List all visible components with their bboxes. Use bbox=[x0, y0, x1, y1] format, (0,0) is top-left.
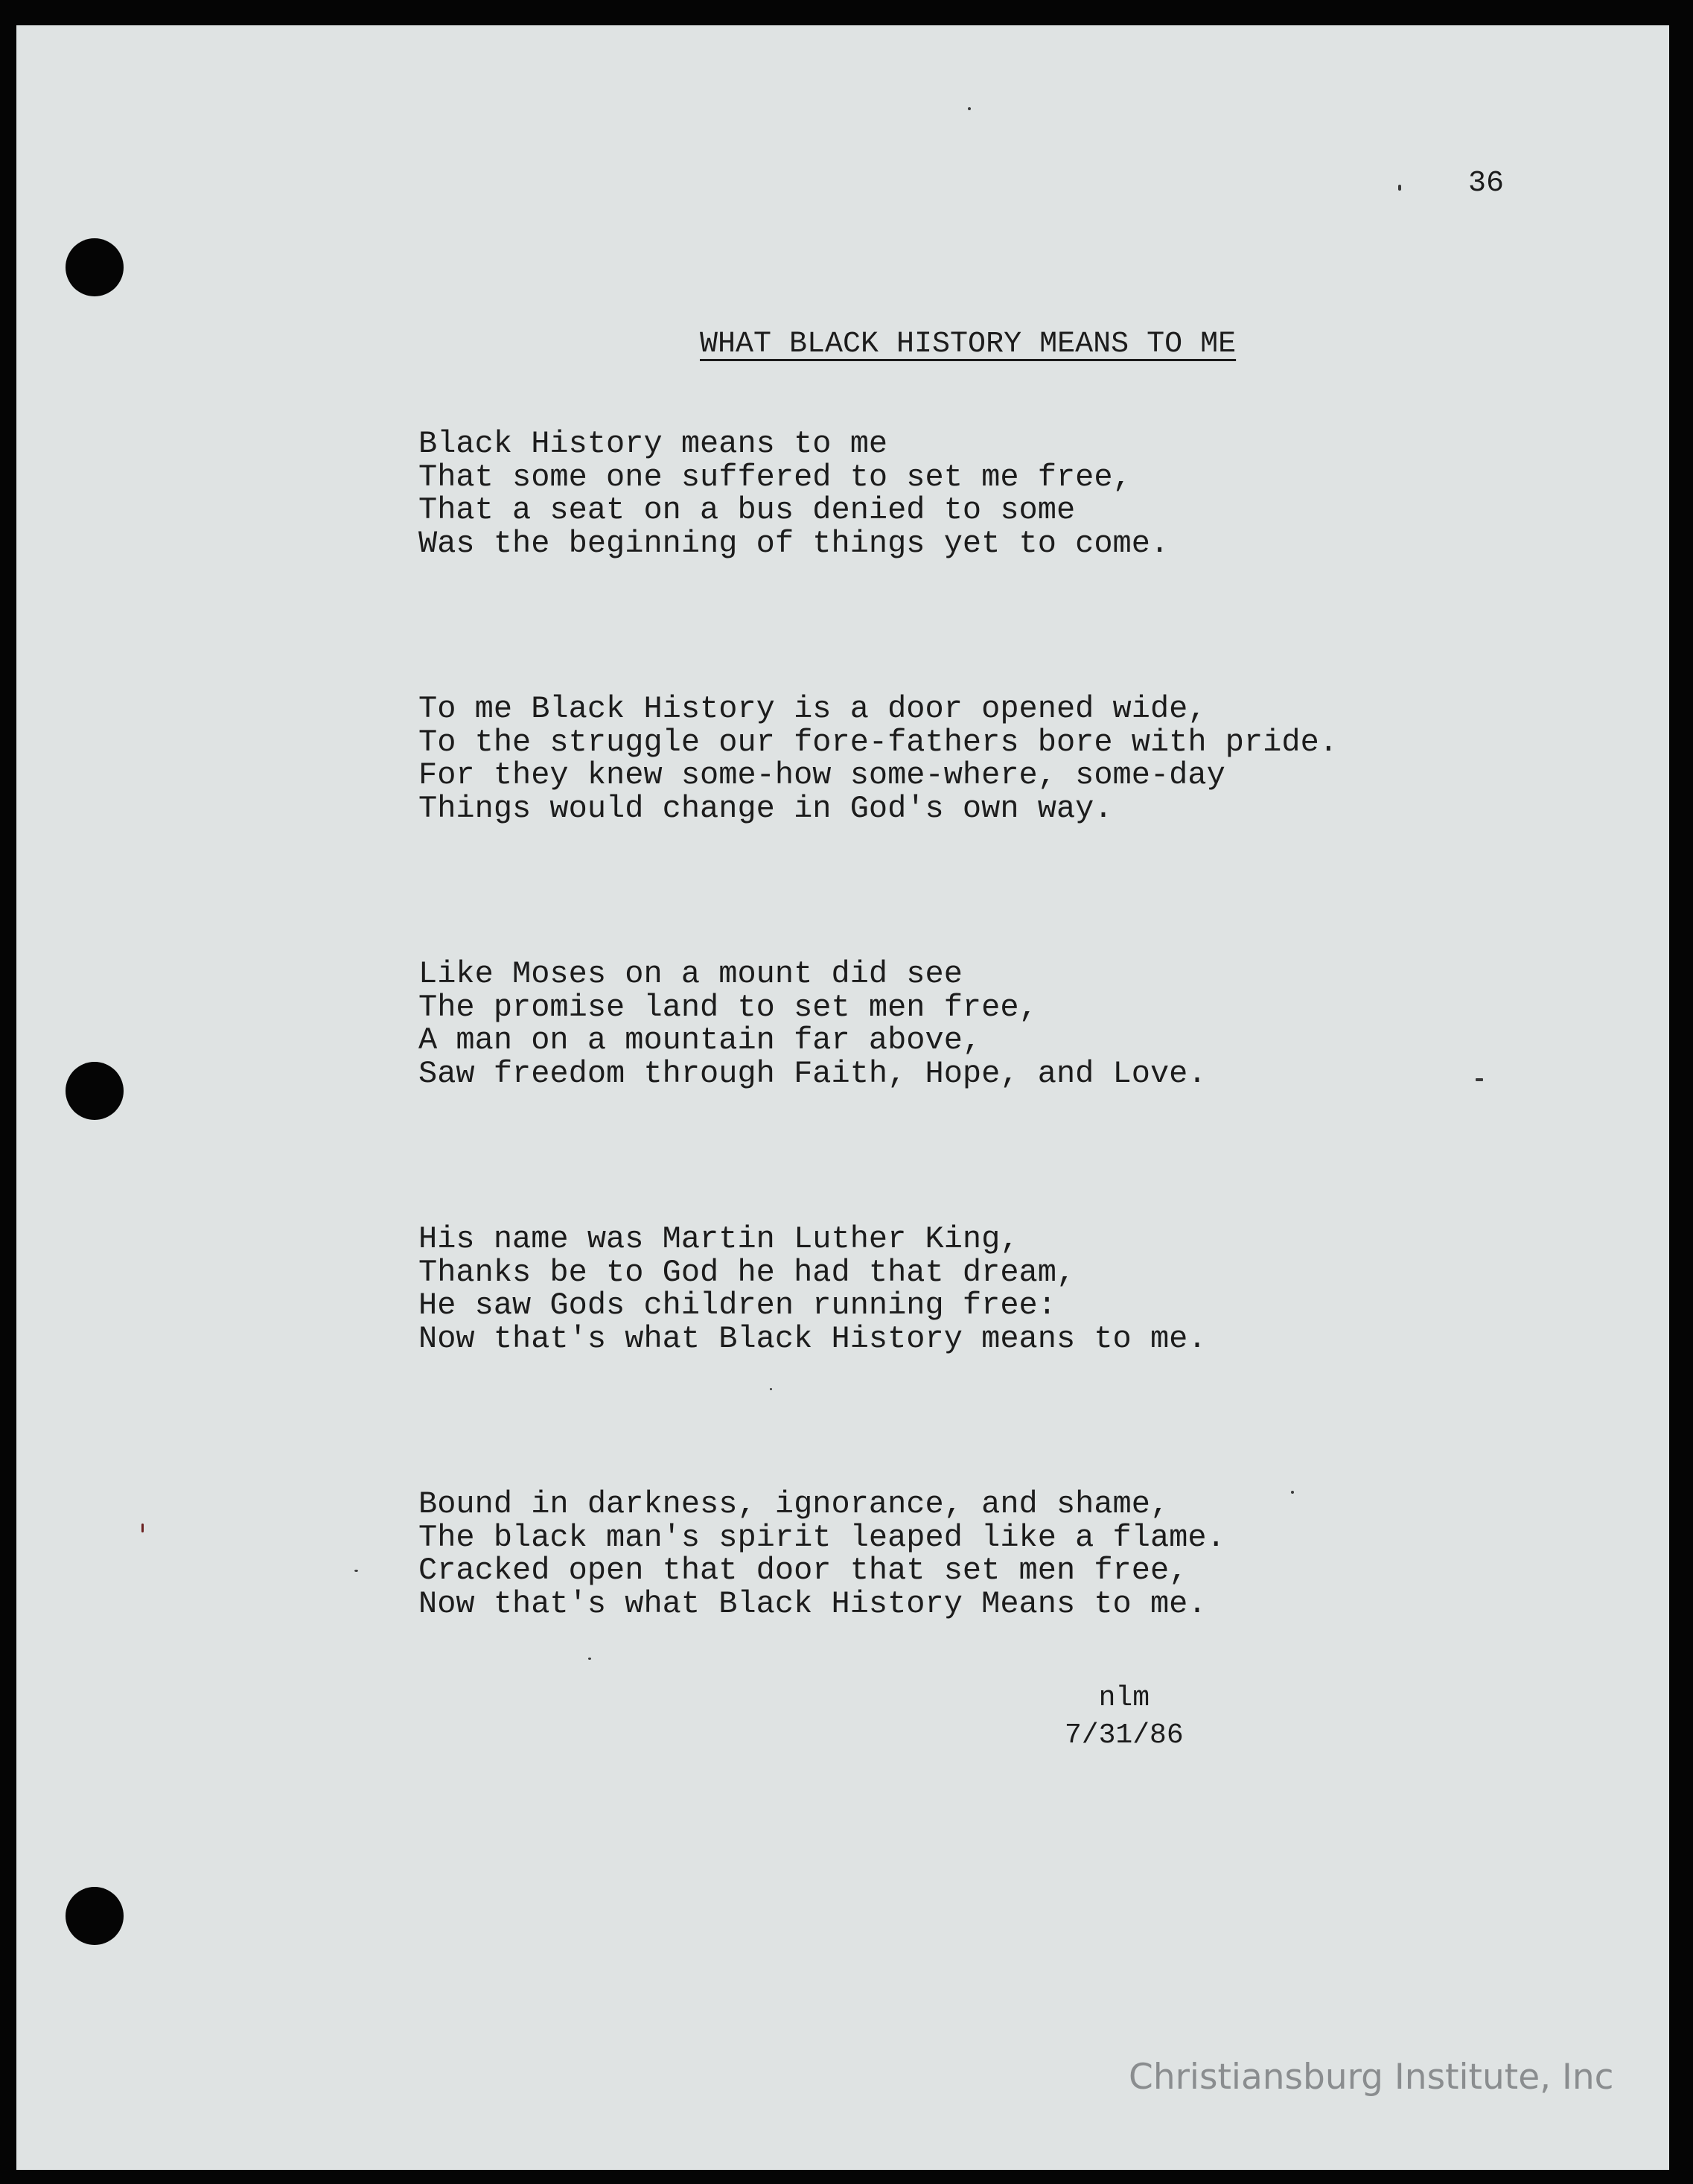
stanza-3 bbox=[418, 958, 1338, 1090]
poem-line: Thanks be to God he had that dream, bbox=[418, 1254, 1076, 1290]
poem-line: A man on a mountain far above, bbox=[418, 1022, 982, 1058]
poem-line: To the struggle our fore-fathers bore with pride. bbox=[418, 724, 1339, 760]
poem-line: Now that's what Black History Means to me. bbox=[418, 1585, 1207, 1622]
poem-line: For they knew some-how some-where, some-day bbox=[418, 757, 1225, 793]
paper-speck bbox=[141, 1524, 144, 1532]
poem-line: The black man's spirit leaped like a flame. bbox=[418, 1519, 1225, 1556]
stanza-1 bbox=[418, 427, 1338, 560]
poem-line: That a seat on a bus denied to some bbox=[418, 492, 1076, 528]
poem-body bbox=[418, 427, 1338, 1753]
stanza-4 bbox=[418, 1223, 1338, 1355]
paper-speck bbox=[968, 107, 971, 110]
signature-date: 7/31/86 bbox=[1065, 1719, 1184, 1751]
poem-line: Now that's what Black History means to me. bbox=[418, 1320, 1207, 1357]
binder-hole-bottom bbox=[66, 1887, 124, 1945]
stanza-2 bbox=[418, 693, 1338, 825]
poem-line: That some one suffered to set me free, bbox=[418, 459, 1132, 495]
poem-line: Like Moses on a mount did see bbox=[418, 956, 963, 992]
paper-sheet bbox=[16, 25, 1669, 2170]
poem-line: He saw Gods children running free: bbox=[418, 1287, 1056, 1323]
poem-line: Cracked open that door that set men free, bbox=[418, 1553, 1188, 1588]
poem-line: His name was Martin Luther King, bbox=[418, 1221, 1019, 1257]
poem-line: Was the beginning of things yet to come. bbox=[418, 525, 1170, 561]
poem-line: To me Black History is a door opened wide, bbox=[418, 691, 1207, 727]
binder-hole-top bbox=[66, 238, 124, 296]
stanza-5 bbox=[418, 1488, 1338, 1620]
poem-line: Black History means to me bbox=[418, 426, 888, 462]
page-number: 36 bbox=[1468, 167, 1505, 200]
paper-speck bbox=[588, 1658, 591, 1660]
paper-speck bbox=[770, 1388, 772, 1390]
poem-line: Bound in darkness, ignorance, and shame, bbox=[418, 1486, 1170, 1522]
archive-watermark: Christiansburg Institute, Inc bbox=[1129, 2057, 1614, 2098]
poem-line: Things would change in God's own way. bbox=[418, 790, 1113, 827]
poem-title: WHAT BLACK HISTORY MEANS TO ME bbox=[700, 328, 1237, 361]
paper-speck bbox=[1291, 1491, 1294, 1494]
poem-line: Saw freedom through Faith, Hope, and Love. bbox=[418, 1055, 1207, 1092]
signature-initials: nlm bbox=[1098, 1682, 1150, 1714]
paper-speck bbox=[1398, 185, 1401, 191]
paper-speck bbox=[354, 1570, 358, 1572]
poem-line: The promise land to set men free, bbox=[418, 989, 1038, 1025]
paper-speck bbox=[1476, 1078, 1483, 1081]
binder-hole-middle bbox=[66, 1062, 124, 1120]
signature-block bbox=[1065, 1680, 1184, 1754]
